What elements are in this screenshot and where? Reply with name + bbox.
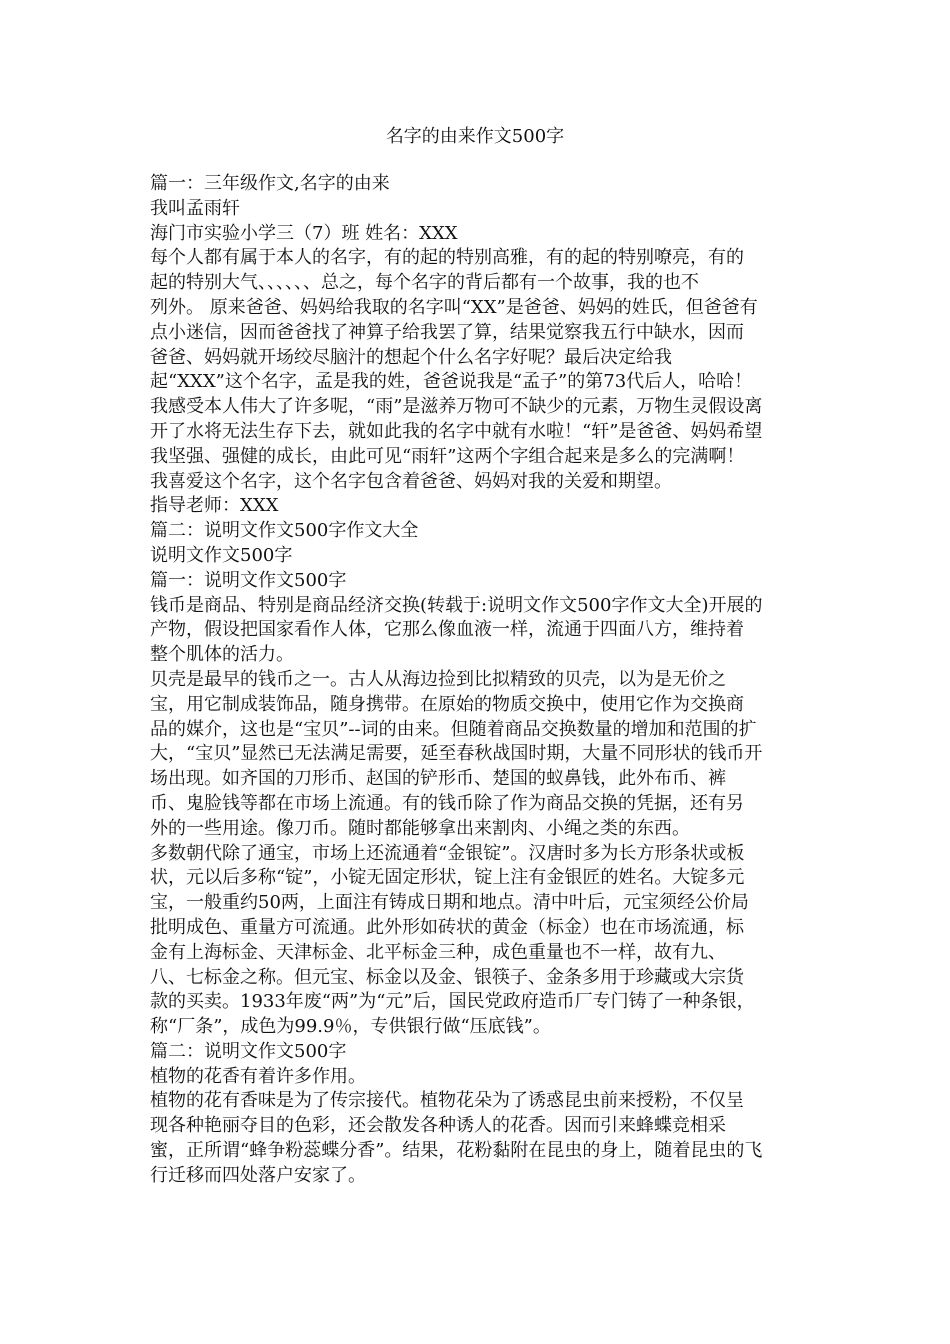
text-line: 开了水将无法生存下去，就如此我的名字中就有水啦！“轩”是爸爸、妈妈希望 [150, 420, 763, 442]
text-line: 产物，假设把国家看作人体，它那么像血液一样，流通于四面八方，维持着 [150, 619, 744, 641]
text-line: 篇二：说明文作文500字 [150, 1040, 347, 1062]
text-line: 起的特别大气、、、、、、总之，每个名字的背后都有一个故事，我的也不 [150, 272, 699, 294]
text-line: 大，“宝贝”显然已无法满足需要，延至春秋战国时期，大量不同形状的钱币开 [150, 743, 763, 765]
text-line: 点小迷信，因而爸爸找了神算子给我罢了算，结果觉察我五行中缺水，因而 [150, 321, 744, 343]
text-line: 整个肌体的活力。 [150, 644, 294, 666]
text-line: 批明成色、重量方可流通。此外形如砖状的黄金（标金）也在市场流通，标 [150, 916, 744, 938]
text-line: 行迁移而四处落户安家了。 [150, 1164, 366, 1186]
text-line: 植物的花香有着许多作用。 [150, 1065, 366, 1087]
document-title: 名字的由来作文500字 [385, 126, 565, 147]
text-line: 现各种艳丽夺目的色彩，还会散发各种诱人的花香。因而引来蜂蝶竞相采 [150, 1115, 726, 1137]
text-line: 列外。 原来爸爸、妈妈给我取的名字叫“XX”是爸爸、妈妈的姓氏，但爸爸有 [150, 296, 758, 318]
text-line: 外的一些用途。像刀币。随时都能够拿出来割肉、小绳之类的东西。 [150, 817, 690, 839]
text-line: 每个人都有属于本人的名字，有的起的特别高雅，有的起的特别嘹亮，有的 [150, 247, 744, 269]
text-line: 篇一：说明文作文500字 [150, 569, 347, 591]
text-line: 贝壳是最早的钱币之一。古人从海边捡到比拟精致的贝壳，以为是无价之 [150, 668, 726, 690]
text-line: 篇二：说明文作文500字作文大全 [150, 520, 419, 542]
text-line: 我感受本人伟大了许多呢，“雨”是滋养万物可不缺少的元素，万物生灵假设离 [150, 396, 763, 418]
text-line: 我喜爱这个名字，这个名字包含着爸爸、妈妈对我的关爱和期望。 [150, 470, 672, 492]
text-line: 场出现。如齐国的刀形币、赵国的铲形币、楚国的蚁鼻钱，此外布币、裤 [150, 768, 726, 790]
text-line: 八、七标金之称。但元宝、标金以及金、银筷子、金条多用于珍藏或大宗货 [150, 966, 744, 988]
text-line: 指导老师：XXX [150, 495, 279, 517]
text-line: 爸爸、妈妈就开场绞尽脑汁的想起个什么名字好呢？最后决定给我 [150, 346, 672, 368]
text-line: 起“XXX”这个名字，孟是我的姓，爸爸说我是“孟子”的第73代后人，哈哈！ [150, 371, 753, 393]
text-line: 宝，一般重约50两，上面注有铸成日期和地点。清中叶后，元宝须经公价局 [150, 892, 749, 914]
text-line: 我叫孟雨轩 [150, 197, 240, 219]
text-line: 海门市实验小学三（7）班 姓名：XXX [150, 222, 458, 244]
document-body [150, 172, 800, 1189]
text-line: 款的买卖。1933年废“两”为“元”后，国民党政府造币厂专门铸了一种条银， [150, 991, 755, 1013]
text-line: 钱币是商品、特别是商品经济交换(转载于:说明文作文500字作文大全)开展的 [150, 594, 763, 616]
text-line: 币、鬼脸钱等都在市场上流通。有的钱币除了作为商品交换的凭据，还有另 [150, 792, 744, 814]
text-line: 状，元以后多称“锭”，小锭无固定形状，锭上注有金银匠的姓名。大锭多元 [150, 867, 745, 889]
text-line: 植物的花有香味是为了传宗接代。植物花朵为了诱惑昆虫前来授粉，不仅呈 [150, 1090, 744, 1112]
text-line: 金有上海标金、天津标金、北平标金三种，成色重量也不一样，故有九、 [150, 941, 726, 963]
text-line: 多数朝代除了通宝，市场上还流通着“金银锭”。汉唐时多为长方形条状或板 [150, 842, 745, 864]
text-line: 宝，用它制成装饰品，随身携带。在原始的物质交换中，使用它作为交换商 [150, 693, 744, 715]
text-line: 品的媒介，这也是“宝贝”--词的由来。但随着商品交换数量的增加和范围的扩 [150, 718, 757, 740]
text-line: 说明文作文500字 [150, 544, 293, 566]
text-line: 我坚强、强健的成长，由此可见“雨轩”这两个字组合起来是多么的完满啊！ [150, 445, 745, 467]
text-line: 蜜，正所谓“蜂争粉蕊蝶分香”。结果，花粉黏附在昆虫的身上，随着昆虫的飞 [150, 1140, 763, 1162]
text-line: 篇一：三年级作文,名字的由来 [150, 173, 390, 194]
text-line: 称“厂条”，成色为99.9％，专供银行做“压底钱”。 [150, 1016, 551, 1038]
